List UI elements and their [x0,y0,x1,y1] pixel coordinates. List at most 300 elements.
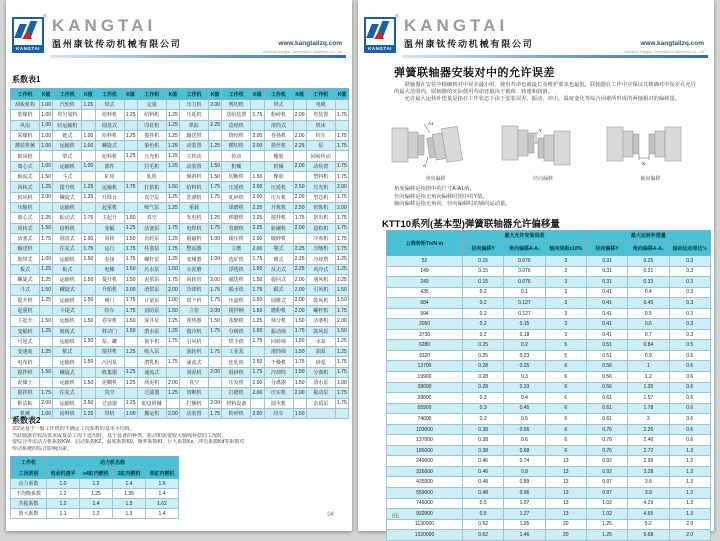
table-cell: 起重机 [95,202,124,212]
table-cell: 1.00 [40,141,53,151]
table-cell: 13 [545,456,586,467]
table-cell: 0.5 [669,350,710,361]
table-cell: 0.56 [586,361,627,372]
table-cell: 杂质泵 [306,398,335,408]
table-cell: 1.75 [209,347,222,357]
table-cell: 1.75 [251,336,264,346]
table-cell: 2.0 [669,530,710,541]
table-cell: 污水泵 [137,264,166,274]
table-cell: 0.51 [586,350,627,361]
table-cell: 材料设备 [222,398,251,408]
table-cell: 1.25 [166,316,179,326]
table-cell [124,161,137,171]
table-cell: 离心式 [11,213,40,223]
install-error-group-header: 最大允许安装误差 [463,231,587,241]
table-cell: 0.3 [504,372,545,383]
table-header-row [387,231,711,241]
table-cell: 压发机 [222,378,251,388]
header-rule [402,55,708,58]
table-row [11,254,349,264]
table-cell: 筛分机 [264,316,293,326]
table-cell: 0.45 [628,298,669,309]
diagram-notes [394,186,511,209]
table-cell: 0.45 [504,403,545,414]
table-cell: 1.00 [209,254,222,264]
table-cell: 2.00 [293,192,306,202]
table-cell: 2.00 [209,305,222,315]
table2-subheader: ≥4缸内燃机 [80,468,113,479]
table-cell: 搅拌机 [11,388,40,398]
table-cell: 1.00 [82,233,95,243]
svg-text:X: X [642,161,646,166]
table-cell: 运输机 [53,254,82,264]
table-row [387,530,711,541]
table-cell: 20 [545,530,586,541]
table-cell: 压缩机 [306,244,335,254]
table-cell [209,244,222,254]
table-cell: 涡轮机 [180,347,209,357]
table-cell: 20 [545,519,586,530]
table-cell: 3730 [387,329,463,340]
table-cell: 定量 [137,100,166,110]
table-cell: 深井泵 [137,316,166,326]
table-cell: 2.00 [293,305,306,315]
table-cell: 螺旋式 [11,275,40,285]
table-cell: 1.46 [504,530,545,541]
table-cell [209,130,222,140]
table-cell: 0.48 [463,488,504,499]
table-row [387,277,711,288]
table-cell: 共振系数 [11,499,47,509]
table-cell: 0.68 [504,445,545,456]
table-cell: 鼓风机 [11,151,40,161]
table-cell: 1.75 [251,367,264,377]
table-cell: 0.6 [669,403,710,414]
table-cell [209,378,222,388]
note-line: 传动系统的综合影响因素。 [12,445,73,452]
table-cell: 冷却塔 [306,254,335,264]
table-cell: 搅拌机 [137,130,166,140]
table-cell: 0.38 [463,445,504,456]
table-cell: 2.00 [293,161,306,171]
table-cell [293,100,306,110]
table-cell: 6280 [387,340,463,351]
table-cell: 切断机 [222,172,251,182]
table-cell: 带式 [95,100,124,110]
table-cell: 74600 [387,414,463,425]
table-row [387,488,711,499]
note-line: 轴向偏移是指无角向、径向偏移时的轴向运动量。 [394,201,511,208]
table-cell: 2.00 [40,192,53,202]
table-cell: 249 [387,277,463,288]
table-cell: 1.25 [166,192,179,202]
coefficient-table-1 [10,88,349,419]
table-cell: 吸气泵 [137,202,166,212]
table-cell: 1.75 [335,130,348,140]
table-cell [293,398,306,408]
table-cell: 引风机 [306,285,335,295]
table-cell: 0.28 [463,382,504,393]
table-cell: 搅拌机 [264,213,293,223]
table-cell: 泵、罐 [95,336,124,346]
table-cell [166,100,179,110]
table-cell: 2.00 [251,141,264,151]
table-row [387,477,711,488]
table-cell: 压滤机 [222,295,251,305]
table-cell: 烘干机 [180,295,209,305]
table-cell: 0.4 [628,287,669,298]
company-tagline-en: Wenzhou Kangtai Transmission Machinery Co., Ltd [262,50,342,54]
table-cell: 链式 [53,130,82,140]
table-cell: 励磁机 [180,233,209,243]
table-cell: 轧碎机 [222,192,251,202]
table-cell: 消防泵 [137,305,166,315]
table-cell: 0.6 [669,414,710,425]
table-cell: 塑料机 [306,172,335,182]
table-cell: 1.50 [335,326,348,336]
table-cell: 0.97 [586,477,627,488]
table-cell: 186000 [387,445,463,456]
table-cell: 0.6 [669,424,710,435]
table-cell [293,233,306,243]
table-cell: 0.3 [463,403,504,414]
table-cell [40,357,53,367]
table-cell: 电梯 [95,264,124,274]
table-cell: 动力系数 [11,479,47,489]
table-cell [82,110,95,120]
table-cell: 2.99 [628,456,669,467]
table-cell: 搅拌机 [11,367,40,377]
table-cell: 打捆机 [180,398,209,408]
table-cell: 1.2 [47,489,80,499]
table-row [11,182,349,192]
table-cell: 开炼机 [264,202,293,212]
table-cell: 1.25 [40,275,53,285]
offset-table-title: KTT10系列(基本型)弹簧联轴器允许偏移量 [382,219,560,230]
table-cell: 分级机 [222,326,251,336]
table-cell: 0.25 [504,361,545,372]
table-cell: 1.50 [251,305,264,315]
table-cell: 1.75 [209,285,222,295]
table-cell: 1.50 [124,326,137,336]
table-cell: 1.75 [124,254,137,264]
table-cell: 拉毛机 [137,161,166,171]
table-cell: 0.92 [586,466,627,477]
table-cell: 0.62 [463,519,504,530]
table-cell: 提升机 [11,295,40,305]
table-cell [166,367,179,377]
table-cell: 1.50 [251,326,264,336]
table-cell: 1.25 [166,141,179,151]
table-row [11,305,349,315]
table-cell: 压实机 [264,388,293,398]
diagram-angular [388,120,483,182]
table-row [387,382,711,393]
table-cell: 1.2 [628,372,669,383]
table-row [11,509,179,519]
table-cell: 运输机 [53,398,82,408]
table-cell: 2.25 [209,120,222,130]
table-cell: 粉碎机 [222,408,251,418]
table-cell: 1.50 [209,316,222,326]
table-cell: 电缆 [306,100,335,110]
table-cell: 链板式 [53,326,82,336]
table-cell: 螺旋式 [53,192,82,202]
table-cell: 1.50 [124,233,137,243]
table-cell: 1.75 [209,223,222,233]
table-cell: 5 [545,340,586,351]
table-cell: 压光机 [137,151,166,161]
table-cell: 0.3 [669,277,710,288]
table-cell: 1.25 [80,489,113,499]
table-cell [82,326,95,336]
table-cell: 932000 [387,509,463,520]
table-cell [209,264,222,274]
table-cell: 斗式 [53,172,82,182]
table-cell [124,120,137,130]
table-cell: 工业泵 [222,347,251,357]
table-cell: 压力机 [180,100,209,110]
table-cell: 动装置 [180,408,209,418]
table-cell: 轻运输机 [53,120,82,130]
table-cell: 真空泵 [137,192,166,202]
table-cell: 0.76 [586,445,627,456]
table-cell: 发电机 [180,213,209,223]
table-cell: 1.75 [335,398,348,408]
table-cell: 0.5 [463,509,504,520]
table-cell: 1.75 [209,326,222,336]
table-row [11,357,349,367]
table-cell [40,378,53,388]
table-cell: 泵 [306,141,335,151]
table-cell: 螺杆机 [306,305,335,315]
table-cell: 回转传动 [306,151,335,161]
table-cell: 刮泥机 [180,367,209,377]
table-row [387,287,711,298]
diagram-radial [496,120,591,182]
website-url: www.kangtailzq.com [278,40,342,47]
table-cell: 真空 [137,213,166,223]
table-cell: 卷扬机 [264,130,293,140]
table-cell: 螺杆泵 [137,254,166,264]
table-cell: 给料机 [95,130,124,140]
subheader-angular-a2: 角向偏移A-A₁ [628,241,669,256]
table-row [11,120,349,130]
table-cell: 烘手机 [222,336,251,346]
table-cell: 1320000 [387,530,463,541]
table-cell [209,357,222,367]
brand-wordmark: KANGTAI [52,16,157,35]
catalog-page-right [358,0,714,538]
table-cell: 运输机 [53,295,82,305]
table-cell: 1.4 [146,489,179,499]
table-cell: 运输机 [53,275,82,285]
table-cell: 传动 [222,151,251,161]
table-row [387,435,711,446]
table-cell: 密炼机 [306,202,335,212]
table-cell: 印花机 [137,120,166,130]
table-cell: 1.75 [166,244,179,254]
table-cell: 5.68 [628,530,669,541]
table-cell: 油泵 [306,347,335,357]
table-cell: 0.6 [669,372,710,383]
table-cell: 压缩机 [11,202,40,212]
table-cell: 搅拌机 [95,347,124,357]
table-cell: 2.00 [293,110,306,120]
table-cell: 磁选机 [222,275,251,285]
company-name: 温州康钛传动机械有限公司 [52,39,182,49]
kangtai-logo-icon [12,14,47,55]
table-cell [82,285,95,295]
table-cell: 13 [545,477,586,488]
table-cell: 0.6 [628,319,669,330]
table-cell: 1.07 [504,498,545,509]
table-cell [166,347,179,357]
table-cell: 动装置 [180,141,209,151]
table-cell: 螺旋式 [53,285,82,295]
table-cell: 运行 [95,244,124,254]
table-cell: 1.25 [209,141,222,151]
table-cell: 1.25 [166,202,179,212]
table-row [387,519,711,530]
table-cell: 2.00 [209,100,222,110]
table-cell: 0.15 [463,256,504,267]
table-cell: 13700 [387,361,463,372]
table-cell: 1.3 [669,498,710,509]
table-cell: 1.27 [504,509,545,520]
table-cell: 选矿机 [222,254,251,264]
table-cell: 1.75 [82,213,95,223]
table-cell: 1.75 [166,357,179,367]
table-cell: 1.25 [335,275,348,285]
table-cell: 2.50 [293,182,306,192]
table-cell: 递流式 [180,357,209,367]
table-cell: 0.51 [586,340,627,351]
section-title-table2: 系数表2 [12,416,41,425]
table-cell: 1.25 [124,110,137,120]
logo-red-triangle [22,31,32,39]
table-cell: 回转窑 [180,275,209,285]
table-cell: 1.00 [40,100,53,110]
table-cell: 0.15 [463,266,504,277]
table-cell [293,120,306,130]
table-cell: 风扇 [11,120,40,130]
table-cell [124,100,137,110]
table-cell: 0.41 [586,298,627,309]
table-cell: 1.4 [113,479,146,489]
table-cell: 给料机 [53,223,82,233]
table-cell: 1.50 [335,285,348,295]
table-header-cell: 工作机 [53,89,82,100]
table-cell: 1.25 [40,213,53,223]
table-cell: 1.25 [40,295,53,305]
table-cell: 搓丝机 [264,141,293,151]
table-cell [251,151,264,161]
table-cell: 污因泵 [95,357,124,367]
table-cell: 烘缸 [180,120,209,130]
table-cell: 电布机 [11,357,40,367]
table-cell: 卷扬 [95,254,124,264]
table-cell: 过滤器 [137,388,166,398]
table-cell: 电焊机 [180,223,209,233]
table-cell: 1.25 [166,233,179,243]
table-cell: 0.31 [628,266,669,277]
table-cell: 胶带式 [11,254,40,264]
table-cell: 分离器 [264,378,293,388]
table-cell: 变幅机 [11,326,40,336]
table-cell: 6 [545,424,586,435]
table-row [11,244,349,254]
table-cell: 给料机 [95,110,124,120]
table-cell: 1.1 [47,509,80,519]
header-rule [50,55,346,58]
table-cell [209,151,222,161]
table-cell: 1.4 [80,499,113,509]
table-cell: 0.8 [504,466,545,477]
table-row [387,298,711,309]
table-header-cell: K值 [124,89,137,100]
table-cell: 0.127 [504,298,545,309]
table-cell: 0.3 [463,414,504,425]
table-cell: 0.56 [586,372,627,383]
table-cell: 3 [545,319,586,330]
table-cell: 0.4 [504,393,545,404]
table-header-cell: K值 [40,89,53,100]
table-cell: 1.00 [40,120,53,130]
table-row [387,329,711,340]
table-cell: 2.00 [209,398,222,408]
subheader-angular-a: 角向偏移A-A₁ [504,241,545,256]
table-cell: 清水泵 [306,378,335,388]
table-cell: 灌装机械 [11,141,40,151]
table-cell: 渣浆泵 [137,285,166,295]
table-cell: 装煤机 [11,110,40,120]
catalog-page-left [6,0,352,531]
table-row [11,388,349,398]
table-cell: 泥浆泵 [137,275,166,285]
table-cell: 746000 [387,498,463,509]
table-cell: 0.31 [586,256,627,267]
table-cell: 6 [545,435,586,446]
table-cell: 1.25 [40,326,53,336]
table-cell: 倾斜机 [180,172,209,182]
table-cell: 39800 [387,393,463,404]
table-header-cell: K值 [209,89,222,100]
table-cell: 绞车 [306,130,335,140]
table-cell: 1.00 [124,408,137,418]
table-cell: 0.48 [463,477,504,488]
alignment-error-title: 弹簧联轴器安装对中的允许误差 [394,67,555,79]
table-row [11,213,349,223]
table-cell: 活塞式 [11,233,40,243]
table-row [11,202,349,212]
table-cell: 0.3 [463,393,504,404]
table-cell: 送给装置 [222,110,251,120]
table-cell: 0.6 [669,382,710,393]
table-cell: 运输机 [53,357,82,367]
table-cell: 2.25 [293,244,306,254]
table-cell: 1.50 [40,367,53,377]
table-cell: 提升机 [95,275,124,285]
table-cell: 1.3 [669,466,710,477]
table-cell: 放大系数 [11,509,47,519]
table-row [11,499,179,509]
table-header-cell: K值 [82,89,95,100]
table-cell [82,388,95,398]
table-cell: 2.00 [293,295,306,305]
table-cell: 圆盘式 [53,233,82,243]
table-cell: 0.076 [504,266,545,277]
